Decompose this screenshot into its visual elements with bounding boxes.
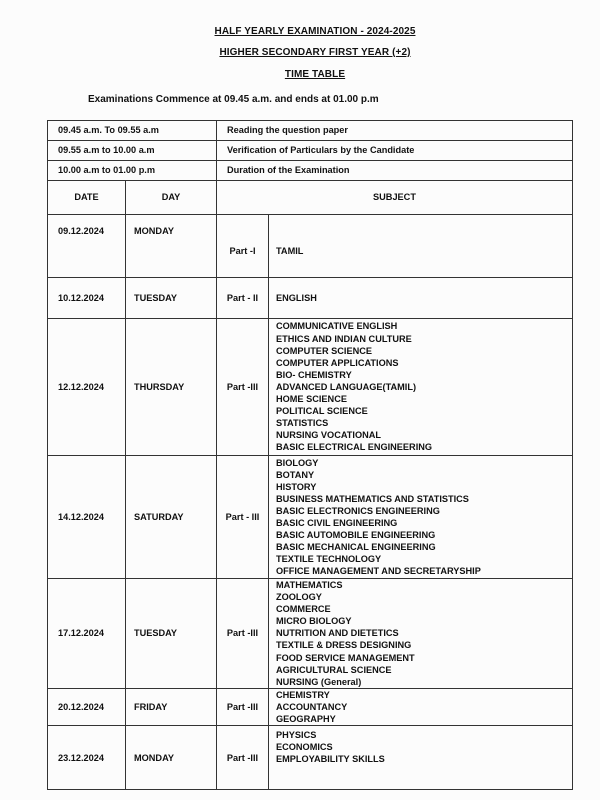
exam-date: 20.12.2024 — [48, 688, 126, 725]
subject-item: BASIC ELECTRONICS ENGINEERING — [276, 505, 440, 516]
timing-row — [48, 141, 573, 161]
exam-day: TUESDAY — [126, 278, 217, 319]
column-header-date: DATE — [48, 181, 126, 215]
schedule-row — [48, 726, 573, 790]
timing-row — [48, 161, 573, 181]
exam-day: MONDAY — [126, 726, 217, 790]
subject-item: MICRO BIOLOGY — [276, 616, 352, 627]
schedule-row — [48, 456, 573, 579]
timetable — [47, 120, 573, 790]
subject-item: ECONOMICS — [276, 742, 333, 753]
exam-date: 10.12.2024 — [48, 278, 126, 319]
exam-subjects — [269, 319, 573, 456]
subject-item: COMMUNICATIVE ENGLISH — [276, 321, 398, 332]
commence-note: Examinations Commence at 09.45 a.m. and ends at 01.00 p.m — [88, 94, 379, 105]
subject-item: COMPUTER SCIENCE — [276, 345, 372, 356]
subject-item: BASIC CIVIL ENGINEERING — [276, 518, 398, 528]
schedule-row — [48, 579, 573, 689]
exam-part: Part -III — [217, 688, 269, 725]
exam-title: HALF YEARLY EXAMINATION - 2024-2025 — [214, 26, 416, 37]
exam-part: Part -I — [217, 215, 269, 278]
subject-item: NURSING (General) — [276, 676, 362, 687]
exam-date: 12.12.2024 — [48, 319, 126, 456]
subject-item: HOME SCIENCE — [276, 394, 347, 405]
subject-item: TAMIL — [276, 245, 304, 256]
timing-time: 10.00 a.m to 01.00 p.m — [48, 161, 217, 181]
exam-subjects — [269, 456, 573, 579]
subject-item: FOOD SERVICE MANAGEMENT — [276, 652, 415, 663]
schedule-row — [48, 278, 573, 319]
exam-part: Part - III — [217, 456, 269, 579]
subject-item: COMPUTER APPLICATIONS — [276, 357, 399, 368]
subject-item: ADVANCED LANGUAGE(TAMIL) — [276, 381, 417, 392]
subject-item: ZOOLOGY — [276, 592, 322, 603]
subject-item: BIOLOGY — [276, 457, 319, 468]
subject-item: NURSING VOCATIONAL — [276, 430, 381, 441]
subject-item: BASIC AUTOMOBILE ENGINEERING — [276, 530, 436, 541]
exam-date: 17.12.2024 — [48, 579, 126, 689]
exam-day: FRIDAY — [126, 688, 217, 725]
exam-part: Part -III — [217, 726, 269, 790]
subject-item: ENGLISH — [276, 292, 317, 303]
subject-item: HISTORY — [276, 481, 317, 492]
exam-subjects — [269, 688, 573, 725]
exam-date: 23.12.2024 — [48, 726, 126, 790]
exam-part: Part -III — [217, 579, 269, 689]
subject-item: BUSINESS MATHEMATICS AND STATISTICS — [276, 493, 469, 504]
subject-item: ETHICS AND INDIAN CULTURE — [276, 333, 412, 344]
timing-activity: Reading the question paper — [217, 121, 573, 141]
exam-day: THURSDAY — [126, 319, 217, 456]
column-header-subject: SUBJECT — [217, 181, 573, 215]
subject-item: BIO- CHEMISTRY — [276, 369, 352, 380]
exam-subjects — [269, 278, 573, 319]
subject-item: AGRICULTURAL SCIENCE — [276, 664, 392, 675]
timing-row — [48, 121, 573, 141]
exam-day: MONDAY — [126, 215, 217, 278]
exam-part: Part - II — [217, 278, 269, 319]
exam-subjects — [269, 215, 573, 278]
subject-item: BASIC MECHANICAL ENGINEERING — [276, 542, 436, 553]
subject-item: TEXTILE & DRESS DESIGNING — [276, 640, 412, 651]
exam-part: Part -III — [217, 319, 269, 456]
subject-item: STATISTICS — [276, 418, 329, 429]
subject-item: EMPLOYABILITY SKILLS — [276, 754, 385, 765]
exam-subjects — [269, 579, 573, 689]
subject-item: COMMERCE — [276, 604, 331, 615]
subject-item: POLITICAL SCIENCE — [276, 406, 368, 417]
exam-date: 09.12.2024 — [48, 215, 126, 278]
exam-subjects — [269, 726, 573, 790]
timing-activity: Verification of Particulars by the Candidate — [217, 141, 573, 161]
subject-item: CHEMISTRY — [276, 689, 330, 700]
column-header-row — [48, 181, 573, 215]
subject-item: NUTRITION AND DIETETICS — [276, 628, 399, 639]
subject-item: BOTANY — [276, 469, 315, 480]
subject-item: GEOGRAPHY — [276, 714, 336, 725]
timing-time: 09.55 a.m to 10.00 a.m — [48, 141, 217, 161]
subject-item: TEXTILE TECHNOLOGY — [276, 554, 382, 565]
timetable-heading: TIME TABLE — [284, 69, 346, 80]
subject-item: MATHEMATICS — [276, 580, 343, 590]
subject-item: BASIC ELECTRICAL ENGINEERING — [276, 442, 433, 453]
exam-date: 14.12.2024 — [48, 456, 126, 579]
column-header-day: DAY — [126, 181, 217, 215]
exam-day: SATURDAY — [126, 456, 217, 579]
schedule-row — [48, 319, 573, 456]
timing-activity: Duration of the Examination — [217, 161, 573, 181]
timing-time: 09.45 a.m. To 09.55 a.m — [48, 121, 217, 141]
exam-day: TUESDAY — [126, 579, 217, 689]
schedule-row — [48, 688, 573, 725]
schedule-row — [48, 215, 573, 278]
subject-item: ACCOUNTANCY — [276, 701, 348, 712]
exam-subtitle: HIGHER SECONDARY FIRST YEAR (+2) — [219, 47, 411, 58]
subject-item: OFFICE MANAGEMENT AND SECRETARYSHIP — [276, 566, 481, 577]
subject-item: PHYSICS — [276, 730, 317, 741]
